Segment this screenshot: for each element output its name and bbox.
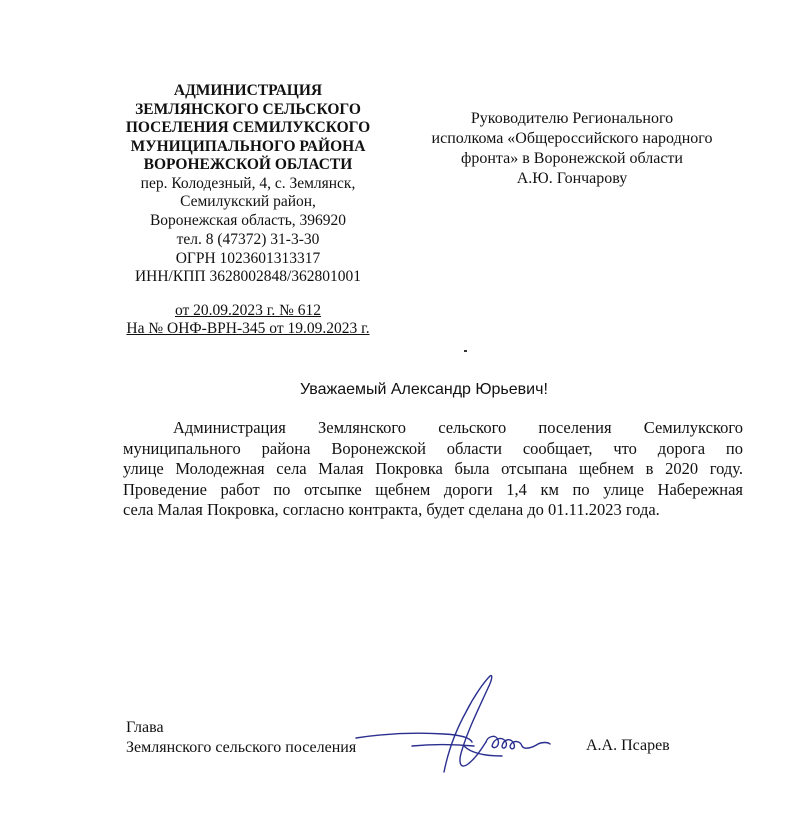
signatory-title — [126, 718, 356, 758]
sender-ogrn: ОГРН 1023601313317 — [175, 249, 321, 267]
sender-phone: тел. 8 (47372) 31-3-30 — [176, 231, 320, 248]
sender-name-line: ПОСЕЛЕНИЯ СЕМИЛУКСКОГО — [125, 119, 371, 136]
handwritten-signature — [352, 672, 562, 782]
outgoing-number: от 20.09.2023 г. № 612 — [174, 301, 322, 319]
signature-stroke — [444, 676, 492, 772]
addressee-block — [402, 109, 742, 189]
body-line: улице Молодежная села Малая Покровка была отсыпана щебнем в 2020 году. — [123, 459, 743, 478]
body-line: села Малая Покровка, согласно контракта, будет сделана до 01.11.2023 года. — [123, 500, 660, 519]
sender-name — [112, 82, 384, 175]
sender-name-line: ЗЕМЛЯНСКОГО СЕЛЬСКОГО — [135, 100, 361, 118]
sender-address-line: пер. Колодезный, 4, с. Землянск, — [140, 174, 356, 192]
letter-body — [123, 418, 743, 521]
sender-address — [112, 175, 384, 231]
addressee-line: исполкома «Общероссийского народного — [431, 130, 713, 147]
sender-inn: ИНН/КПП 3628002848/362801001 — [134, 268, 362, 285]
sender-name-line: ВОРОНЕЖСКОЙ ОБЛАСТИ — [143, 156, 353, 173]
sender-address-line: Семилукский район, — [180, 193, 316, 210]
signature-strokes — [356, 676, 550, 772]
signatory-title-line: Глава — [126, 719, 164, 736]
addressee-line: А.Ю. Гончарову — [516, 170, 628, 187]
sender-address-line: Воронежская область, 396920 — [149, 211, 347, 229]
sender-name-line: МУНИЦИПАЛЬНОГО РАЙОНА — [130, 137, 366, 155]
body-line: муниципального района Воронежской области сообщает, что дорога по — [123, 438, 743, 458]
signatory-title-line: Землянского сельского поселения — [126, 739, 357, 756]
document-reference — [112, 302, 384, 339]
stray-mark — [464, 350, 467, 352]
sender-block — [112, 82, 384, 339]
addressee-line: фронта» в Воронежской области — [461, 150, 683, 167]
sender-name-line: АДМИНИСТРАЦИЯ — [173, 82, 323, 99]
signer-name: А.А. Псарев — [586, 737, 670, 754]
signature-stroke — [486, 736, 550, 748]
sender-registration — [112, 231, 384, 287]
incoming-number: На № ОНФ-ВРН-345 от 19.09.2023 г. — [126, 320, 370, 337]
body-line: Администрация Землянского сельского поселения Семилукского — [173, 418, 743, 437]
addressee-line: Руководителю Регионального — [470, 110, 674, 127]
body-line: Проведение работ по отсыпке щебнем дороги 1,4 км по улице Набережная — [123, 479, 743, 499]
greeting: Уважаемый Александр Юрьевич! — [300, 381, 548, 398]
